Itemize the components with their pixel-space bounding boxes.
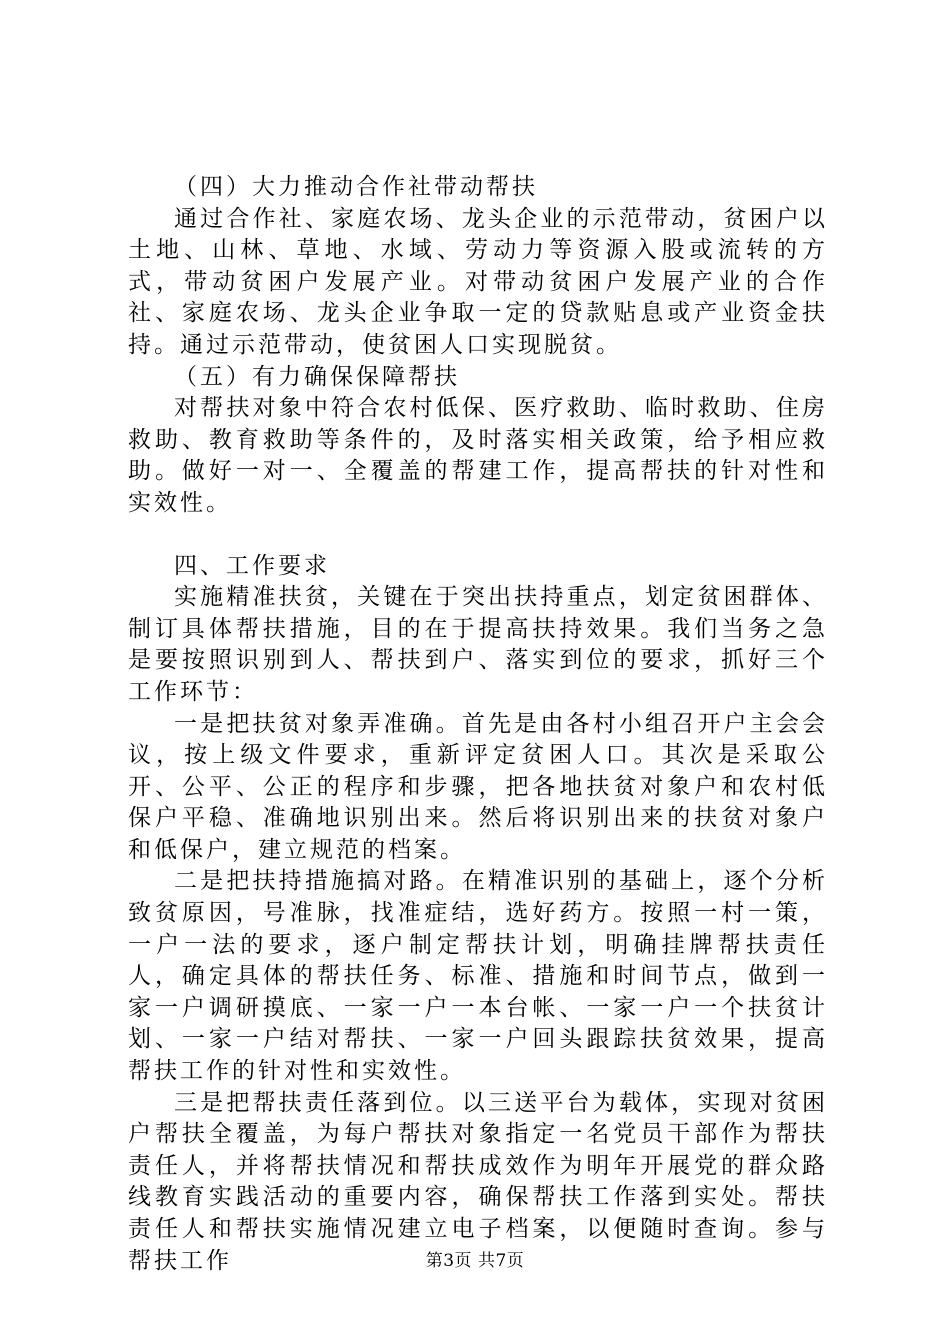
document-body — [128, 172, 828, 1277]
paragraph: 实施精准扶贫，关键在于突出扶持重点，划定贫困群体、制订具体帮扶措施，目的在于提高扶持效果。我们当务之急是要按照识别到人、帮扶到户、落实到位的要求，抓好三个工作环节： — [128, 584, 828, 705]
paragraph: 对帮扶对象中符合农村低保、医疗救助、临时救助、住房救助、教育救助等条件的，及时落实相关政策，给予相应救助。做好一对一、全覆盖的帮建工作，提高帮扶的针对性和实效性。 — [128, 395, 828, 516]
section-heading-5: （五）有力确保保障帮扶 — [174, 363, 460, 390]
section-heading-work-requirements: 四、工作要求 — [174, 552, 330, 579]
paragraph: 三是把帮扶责任落到位。以三送平台为载体，实现对贫困户帮扶全覆盖，为每户帮扶对象指定一名党员干部作为帮扶责任人，并将帮扶情况和帮扶成效作为明年开展党的群众路线教育实践活动的重要内容，确保帮扶工作落到实处。帮扶责任人和帮扶实施情况建立电子档案，以便随时查询。参与帮扶工作 — [128, 1089, 828, 1274]
paragraph: 一是把扶贫对象弄准确。首先是由各村小组召开户主会会议，按上级文件要求，重新评定贫困人口。其次是采取公开、公平、公正的程序和步骤，把各地扶贫对象户和农村低保户平稳、准确地识别出来。然后将识别出来的扶贫对象户和低保户，建立规范的档案。 — [128, 710, 828, 863]
page-footer: 第3页 共7页 — [425, 1251, 525, 1271]
paragraph-gap — [128, 520, 828, 551]
paragraph: 二是把扶持措施搞对路。在精准识别的基础上，逐个分析致贫原因，号准脉，找准症结，选好药方。按照一村一策，一户一法的要求，逐户制定帮扶计划，明确挂牌帮扶责任人，确定具体的帮扶任务、标准、措施和时间节点，做到一家一户调研摸底、一家一户一本台帐、一家一户一个扶贫计划、一家一户结对帮扶、一家一户回头跟踪扶贫效果，提高帮扶工作的针对性和实效性。 — [128, 868, 828, 1085]
paragraph: 通过合作社、家庭农场、龙头企业的示范带动，贫困户以土地、山林、草地、水域、劳动力等资源入股或流转的方式，带动贫困户发展产业。对带动贫困户发展产业的合作社、家庭农场、龙头企业争取一定的贷款贴息或产业资金扶持。通过示范带动，使贫困人口实现脱贫。 — [128, 205, 828, 358]
section-heading-4: （四）大力推动合作社带动帮扶 — [174, 174, 538, 200]
